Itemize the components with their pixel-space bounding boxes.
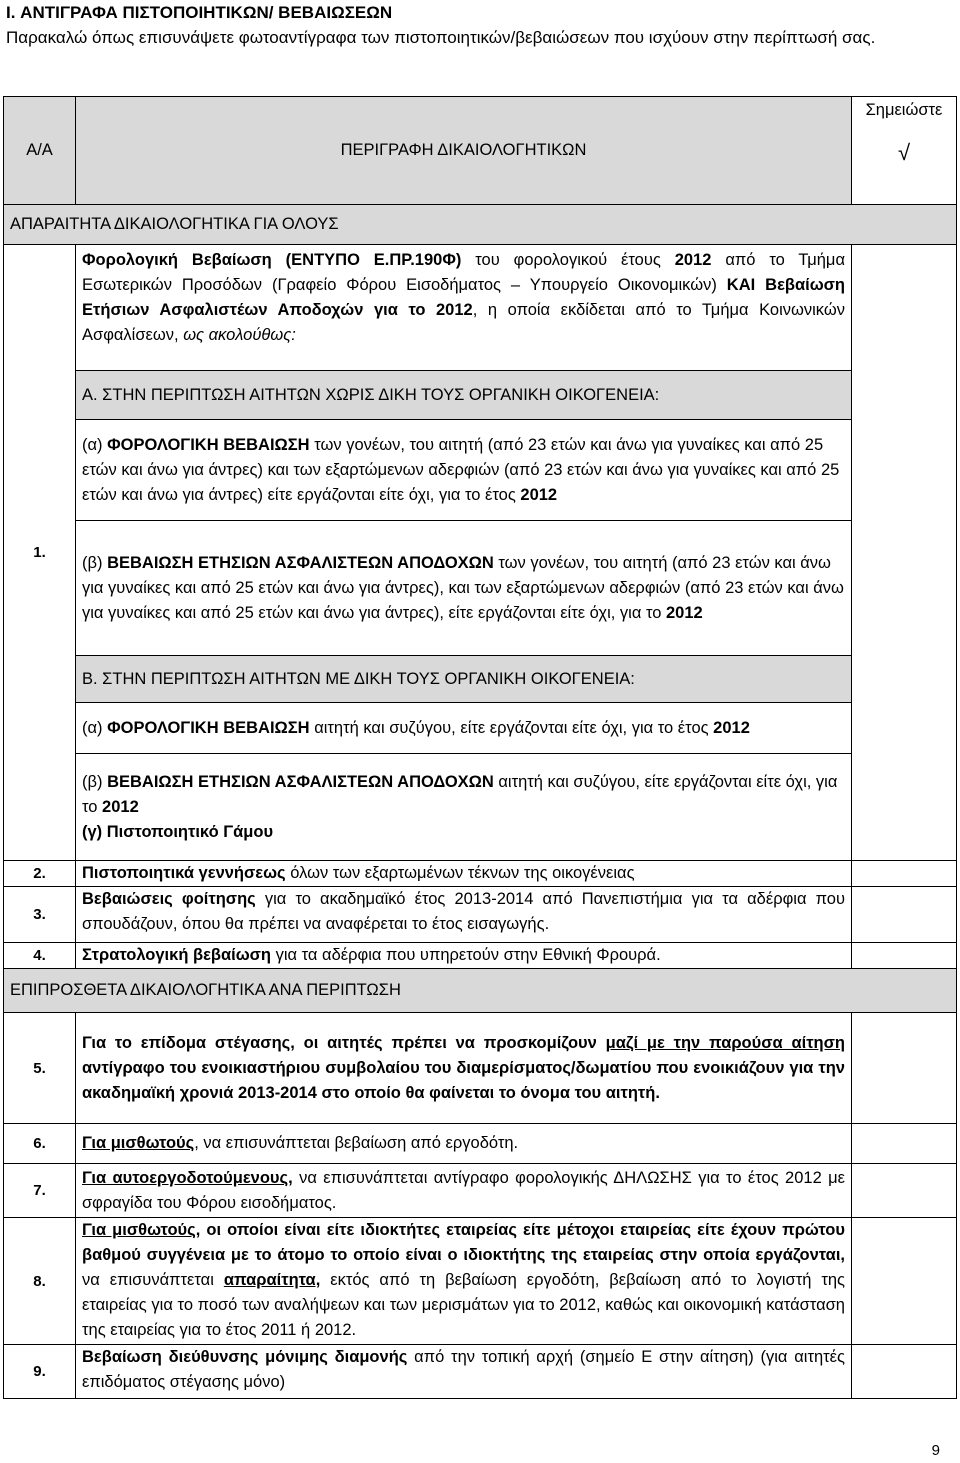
section-title: I. ΑΝΤΙΓΡΑΦΑ ΠΙΣΤΟΠΟΙΗΤΙΚΩΝ/ ΒΕΒΑΙΩΣΕΩΝ: [6, 3, 393, 22]
section-additional: ΕΠΙΠΡΟΣΘΕΤΑ ΔΙΚΑΙΟΛΟΓΗΤΙΚΑ ΑΝΑ ΠΕΡΙΠΤΩΣΗ: [4, 969, 957, 1013]
case-b-a: (α) ΦΟΡΟΛΟΓΙΚΗ ΒΕΒΑΙΩΣΗ αιτητή και συζύγου, είτε εργάζονται είτε όχι, για το έτος 2012: [76, 703, 852, 754]
item-4-number: 4.: [4, 943, 76, 969]
case-b-c: (γ) Πιστοποιητικό Γάμου: [82, 822, 274, 841]
item-3-number: 3.: [4, 887, 76, 943]
item-8-number: 8.: [4, 1218, 76, 1345]
page-number: 9: [931, 1442, 940, 1459]
item-4-row: [4, 943, 957, 969]
item-4-mark[interactable]: [852, 943, 957, 969]
item-1-case-b-bc-row: [4, 754, 957, 861]
col-mark-header: [852, 97, 957, 205]
col-aa-header: Α/Α: [4, 97, 76, 205]
item-2-number: 2.: [4, 861, 76, 887]
item-1-case-b-a-row: [4, 703, 957, 754]
item-6-number: 6.: [4, 1124, 76, 1164]
item-8-mark[interactable]: [852, 1218, 957, 1345]
item-8-text: Για μισθωτούς, οι οποίοι είναι είτε ιδιοκτήτες εταιρείας είτε μέτοχοι εταιρείας είτε έχουν πρώτου βαθμού συγγένεια με το άτομο το οποίο είναι ο ιδιοκτήτης της εταιρείας στην οποία εργάζονται, να επισυνάπτεται απαραίτητα, εκτός από τη βεβαίωση εργοδότη, βεβαίωση από το λογιστή της εταιρείας για το ποσό των αναλήψεων και των μερισμάτων για το 2012, καθώς και οικονομική κατάσταση της εταιρείας για το έτος 2011 ή 2012.: [76, 1218, 852, 1345]
item-1-mark[interactable]: [852, 245, 957, 861]
section-additional-row: [4, 969, 957, 1013]
case-b-title: Β. ΣΤΗΝ ΠΕΡΙΠΤΩΣΗ ΑΙΤΗΤΩΝ ΜΕ ΔΙΚΗ ΤΟΥΣ ΟΡΓΑΝΙΚΗ ΟΙΚΟΓΕΝΕΙΑ:: [76, 656, 852, 703]
item-7-row: [4, 1164, 957, 1218]
case-a-title: Α. ΣΤΗΝ ΠΕΡΙΠΤΩΣΗ ΑΙΤΗΤΩΝ ΧΩΡΙΣ ΔΙΚΗ ΤΟΥΣ ΟΡΓΑΝΙΚΗ ΟΙΚΟΓΕΝΕΙΑ:: [76, 371, 852, 420]
item-6-text: Για μισθωτούς, να επισυνάπτεται βεβαίωση από εργοδότη.: [76, 1124, 852, 1164]
mark-label: Σημειώστε: [865, 101, 943, 119]
item-7-mark[interactable]: [852, 1164, 957, 1218]
item-5-number: 5.: [4, 1013, 76, 1124]
item-3-text: Βεβαιώσεις φοίτησης για το ακαδημαϊκό έτος 2013-2014 από Πανεπιστήμια για τα αδέρφια που σπουδάζουν, όπου θα πρέπει να αναφέρεται το έτος εισαγωγής.: [76, 887, 852, 943]
item-7-text: Για αυτοεργοδοτούμενους, να επισυνάπτεται αντίγραφο φορολογικής ΔΗΛΩΣΗΣ για το έτος 2012 με σφραγίδα του Φόρου εισοδήματος.: [76, 1164, 852, 1218]
item-1-case-a-a-row: [4, 420, 957, 521]
col-desc-header: ΠΕΡΙΓΡΑΦΗ ΔΙΚΑΙΟΛΟΓΗΤΙΚΩΝ: [76, 97, 852, 205]
heading-block: [6, 0, 906, 50]
item-4-text: Στρατολογική βεβαίωση για τα αδέρφια που υπηρετούν στην Εθνική Φρουρά.: [76, 943, 852, 969]
item-9-number: 9.: [4, 1345, 76, 1399]
item-3-row: [4, 887, 957, 943]
item-5-row: [4, 1013, 957, 1124]
item-5-mark[interactable]: [852, 1013, 957, 1124]
item-2-text: Πιστοποιητικά γεννήσεως όλων των εξαρτωμένων τέκνων της οικογένειας: [76, 861, 852, 887]
case-a-b: (β) ΒΕΒΑΙΩΣΗ ΕΤΗΣΙΩΝ ΑΣΦΑΛΙΣΤΕΩΝ ΑΠΟΔΟΧΩΝ των γονέων, του αιτητή (από 23 ετών και άνω για γυναίκες και από 25 ετών και άνω για άντρες), και των εξαρτώμενων αδερφιών (από 23 ετών και άνω για γυναίκες και από 25 ετών και άνω για άντρες), είτε εργάζονται είτε όχι, για το 2012: [76, 521, 852, 656]
item-6-row: [4, 1124, 957, 1164]
item-9-mark[interactable]: [852, 1345, 957, 1399]
item-6-mark[interactable]: [852, 1124, 957, 1164]
case-b-b: (β) ΒΕΒΑΙΩΣΗ ΕΤΗΣΙΩΝ ΑΣΦΑΛΙΣΤΕΩΝ ΑΠΟΔΟΧΩΝ αιτητή και συζύγου, είτε εργάζονται είτε όχι, για το 2012 (γ) Πιστοποιητικό Γάμου: [76, 754, 852, 861]
item-8-row: [4, 1218, 957, 1345]
item-1-case-a-b-row: [4, 521, 957, 656]
item-9-row: [4, 1345, 957, 1399]
instruction-text: Παρακαλώ όπως επισυνάψετε φωτοαντίγραφα των πιστοποιητικών/βεβαιώσεων που ισχύουν στην περίπτωσή σας.: [6, 28, 876, 47]
item-3-mark[interactable]: [852, 887, 957, 943]
item-1-number: 1.: [4, 245, 76, 861]
check-icon: √: [897, 140, 911, 165]
item-1-intro-row: [4, 245, 957, 371]
documents-table: [3, 96, 957, 1399]
item-9-text: Βεβαίωση διεύθυνσης μόνιμης διαμονής από την τοπική αρχή (σημείο Ε στην αίτηση) (για αιτητές επιδόματος στέγασης μόνο): [76, 1345, 852, 1399]
item-1-case-a-row: [4, 371, 957, 420]
item-5-text: Για το επίδομα στέγασης, οι αιτητές πρέπει να προσκομίζουν μαζί με την παρούσα αίτηση αντίγραφο του ενοικιαστήριου συμβολαίου του διαμερίσματος/δωματίου που ενοικιάζουν για την ακαδημαϊκή χρονιά 2013-2014 στο οποίο θα φαίνεται το όνομα του αιτητή.: [76, 1013, 852, 1124]
item-1-case-b-row: [4, 656, 957, 703]
table-header-row: [4, 97, 957, 205]
section-required: ΑΠΑΡΑΙΤΗΤΑ ΔΙΚΑΙΟΛΟΓΗΤΙΚΑ ΓΙΑ ΟΛΟΥΣ: [4, 205, 957, 245]
item-1-intro: Φορολογική Βεβαίωση (ΕΝΤΥΠΟ Ε.ΠΡ.190Φ) του φορολογικού έτους 2012 από το Τμήμα Εσωτερικών Προσόδων (Γραφείο Φόρου Εισοδήματος – Υπουργείο Οικονομικών) ΚΑΙ Βεβαίωση Ετήσιων Ασφαλιστέων Αποδοχών για το 2012, η οποία εκδίδεται από το Τμήμα Κοινωνικών Ασφαλίσεων, ως ακολούθως:: [76, 245, 852, 371]
case-a-a: (α) ΦΟΡΟΛΟΓΙΚΗ ΒΕΒΑΙΩΣΗ των γονέων, του αιτητή (από 23 ετών και άνω για γυναίκες και από 25 ετών και άνω για άντρες) και των εξαρτώμενων αδερφιών (από 23 ετών και άνω για γυναίκες και από 25 ετών και άνω για άντρες) είτε εργάζονται είτε όχι, για το έτος 2012: [76, 420, 852, 521]
item-2-mark[interactable]: [852, 861, 957, 887]
section-required-row: [4, 205, 957, 245]
item-7-number: 7.: [4, 1164, 76, 1218]
item-2-row: [4, 861, 957, 887]
